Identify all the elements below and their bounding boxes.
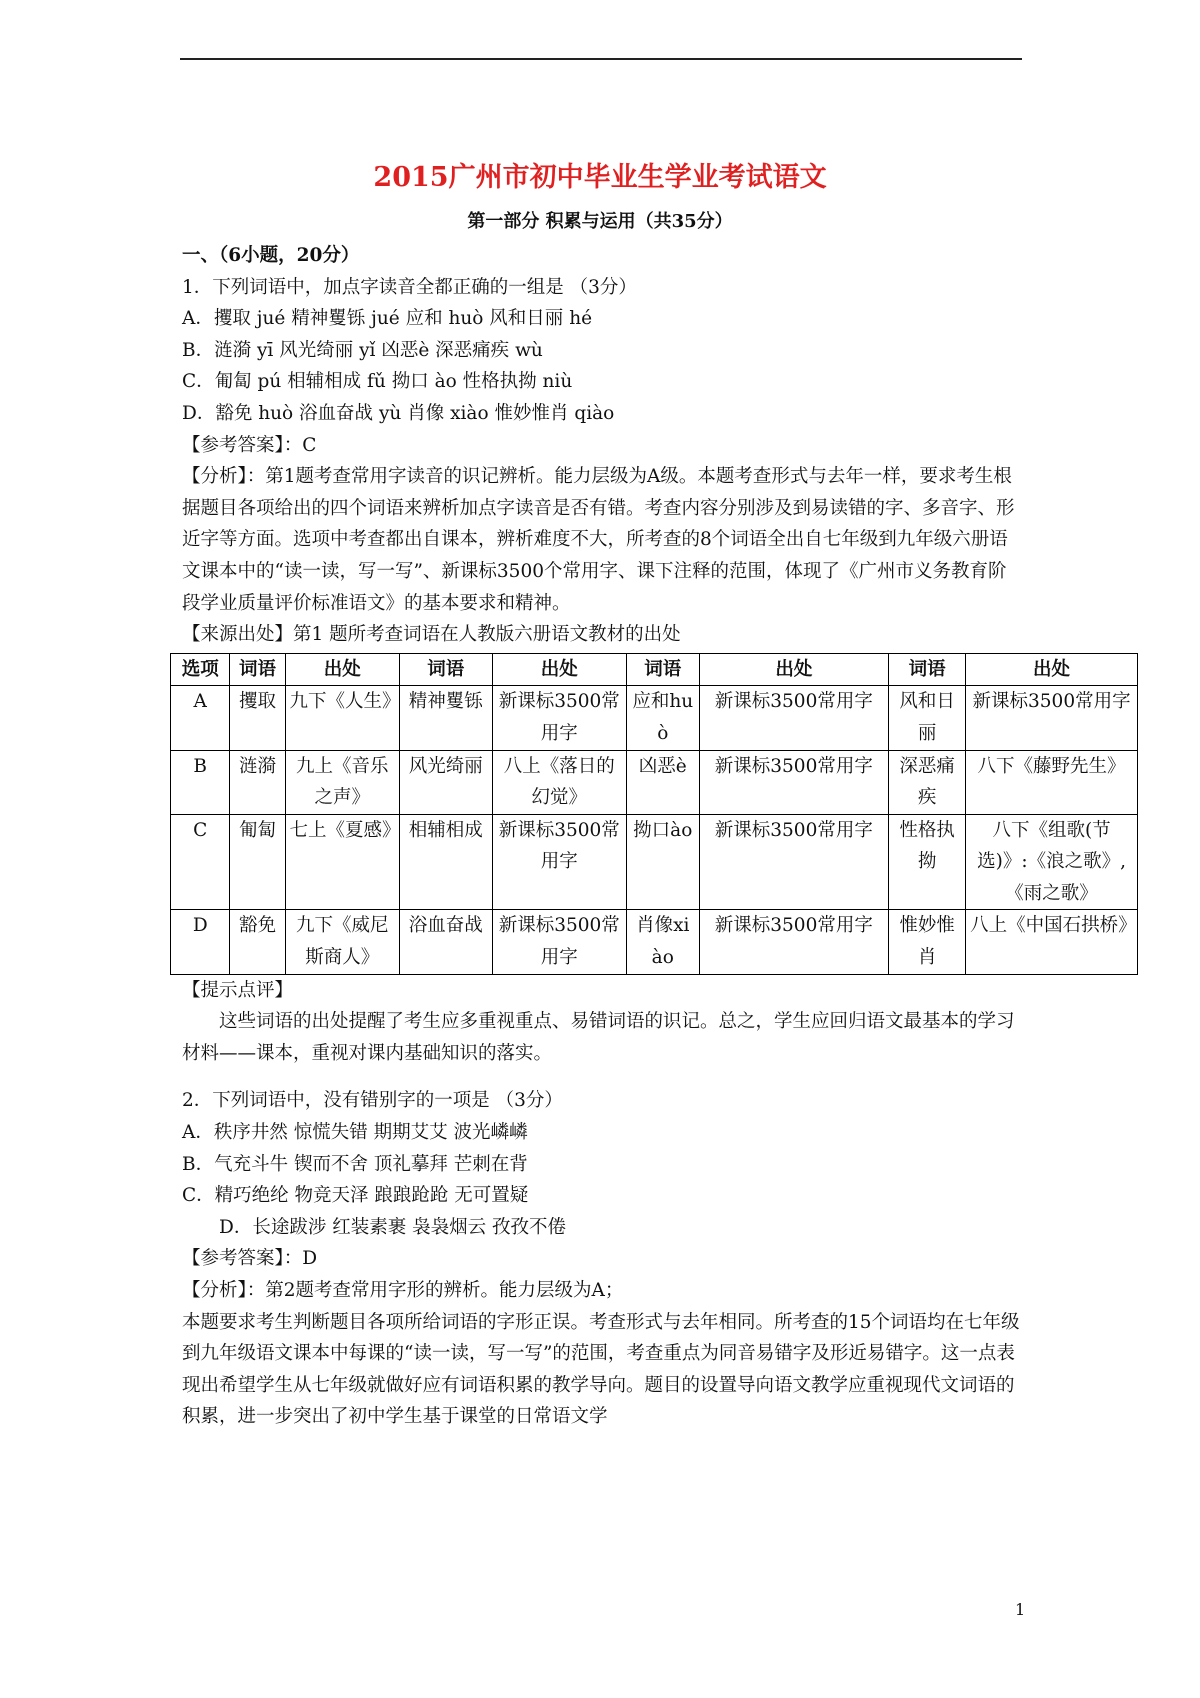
table-header-cell: 词语 (626, 653, 699, 686)
question-2-stem: 2．下列词语中，没有错别字的一项是 （3分） (182, 1090, 563, 1112)
table-row (171, 910, 1138, 974)
table-cell: D (171, 910, 230, 974)
table-cell: 深恶痛疾 (889, 750, 966, 814)
table-cell: 新课标3500常用字 (699, 814, 888, 910)
table-cell: 新课标3500常用字 (492, 814, 626, 910)
table-cell: 匍匐 (230, 814, 285, 910)
table-header-row (171, 653, 1138, 686)
table-header-cell: 词语 (889, 653, 966, 686)
table-cell: 九下《威尼斯商人》 (285, 910, 400, 974)
table-row (171, 750, 1138, 814)
question-1-option-d: D．豁免 huò 浴血奋战 yù 肖像 xiào 惟妙惟肖 qiào (182, 402, 615, 424)
table-cell: 攫取 (230, 686, 285, 750)
table-cell: 新课标3500常用字 (966, 686, 1138, 750)
table-cell: B (171, 750, 230, 814)
table-cell: 凶恶è (626, 750, 699, 814)
table-cell: 惟妙惟肖 (889, 910, 966, 974)
table-header-cell: 选项 (171, 653, 230, 686)
table-cell: 风和日丽 (889, 686, 966, 750)
table-cell: 八下《组歌(节选)》:《浪之歌》,《雨之歌》 (966, 814, 1138, 910)
table-cell: 拗口ào (626, 814, 699, 910)
table-header-cell: 出处 (699, 653, 888, 686)
table-cell: 九上《音乐之声》 (285, 750, 400, 814)
page-number: 1 (1015, 1600, 1026, 1619)
table-cell: C (171, 814, 230, 910)
table-cell: 精神矍铄 (400, 686, 493, 750)
question-1-tip-text: 这些词语的出处提醒了考生应多重视重点、易错词语的识记。总之，学生应回归语文最基本的学习材料——课本，重视对课内基础知识的落实。 (182, 1011, 1015, 1064)
table-cell: 八下《藤野先生》 (966, 750, 1138, 814)
question-1-option-c: C．匍匐 pú 相辅相成 fǔ 拗口 ào 性格执拗 niù (182, 371, 573, 393)
question-1-answer: 【参考答案】：C (182, 434, 317, 456)
table-header-cell: 出处 (966, 653, 1138, 686)
table-cell: 相辅相成 (400, 814, 493, 910)
part-subtitle: 第一部分 积累与运用（共35分） (467, 211, 733, 232)
question-1-analysis: 【分析】：第1题考查常用字读音的识记辨析。能力层级为A级。本题考查形式与去年一样，要求考生根据题目各项给出的四个词语来辨析加点字读音是否有错。考查内容分别涉及到易读错的字、多音字、形近字等方面。选项中考查都出自课本，辨析难度不大，所考查的8个词语全出自七年级到九年级六册语文课本中的“读一读，写一写”、新课标3500个常用字、课下注释的范围，体现了《广州市义务教育阶段学业质量评价标准语文》的基本要求和精神。 (182, 466, 1015, 614)
table-cell: 肖像xiào (626, 910, 699, 974)
table-header-cell: 出处 (492, 653, 626, 686)
spacer (182, 1069, 1022, 1085)
question-1-option-b: B．涟漪 yī 风光绮丽 yǐ 凶恶è 深恶痛疾 wù (182, 339, 543, 361)
table-row (171, 686, 1138, 750)
table-cell: 风光绮丽 (400, 750, 493, 814)
header-rule (180, 58, 1022, 60)
table-cell: 涟漪 (230, 750, 285, 814)
question-2-option-d: D．长途跋涉 红装素裹 袅袅烟云 孜孜不倦 (219, 1216, 566, 1238)
table-row (171, 814, 1138, 910)
question-2-option-c: C．精巧绝纶 物竞天泽 踉踉跄跄 无可置疑 (182, 1185, 529, 1207)
question-1-tip-heading: 【提示点评】 (182, 979, 294, 1001)
document-body (181, 240, 1137, 1433)
section-heading: 一、（6小题，20分） (182, 245, 360, 266)
table-cell: 应和huò (626, 686, 699, 750)
question-2-analysis-line: 【分析】：第2题考查常用字形的辨析。能力层级为A； (182, 1280, 624, 1301)
question-1-option-a: A．攫取 jué 精神矍铄 jué 应和 huò 风和日丽 hé (182, 308, 593, 330)
table-header-cell: 词语 (400, 653, 493, 686)
table-cell: 豁免 (230, 910, 285, 974)
table-cell: A (171, 686, 230, 750)
table-cell: 新课标3500常用字 (492, 910, 626, 974)
table-cell: 九下《人生》 (285, 686, 400, 750)
question-1-source-heading: 【来源出处】第1 题所考查词语在人教版六册语文教材的出处 (182, 624, 681, 646)
table-cell: 八上《中国石拱桥》 (966, 910, 1138, 974)
page-title: 2015广州市初中毕业生学业考试语文 (373, 162, 827, 193)
table-header-cell: 词语 (230, 653, 285, 686)
table-cell: 新课标3500常用字 (699, 750, 888, 814)
table-cell: 新课标3500常用字 (699, 910, 888, 974)
table-cell: 性格执拗 (889, 814, 966, 910)
question-2-answer: 【参考答案】：D (182, 1248, 318, 1270)
table-header-cell: 出处 (285, 653, 400, 686)
question-2-option-a: A．秩序井然 惊慌失错 期期艾艾 波光嶙嶙 (182, 1122, 528, 1144)
table-cell: 浴血奋战 (400, 910, 493, 974)
table-cell: 七上《夏感》 (285, 814, 400, 910)
question-1-stem: 1．下列词语中，加点字读音全都正确的一组是 （3分） (182, 276, 637, 298)
source-table (170, 653, 1138, 975)
table-cell: 新课标3500常用字 (492, 686, 626, 750)
question-2-option-b: B．气充斗牛 锲而不舍 顶礼摹拜 芒刺在背 (182, 1153, 528, 1175)
question-2-analysis-body: 本题要求考生判断题目各项所给词语的字形正误。考查形式与去年相同。所考查的15个词语均在七年级到九年级语文课本中每课的“读一读，写一写”的范围，考查重点为同音易错字及形近易错字。这一点表现出希望学生从七年级就做好应有词语积累的教学导向。题目的设置导向语文教学应重视现代文词语的积累，进一步突出了初中学生基于课堂的日常语文学 (182, 1311, 1020, 1428)
table-cell: 八上《落日的幻觉》 (492, 750, 626, 814)
table-cell: 新课标3500常用字 (699, 686, 888, 750)
